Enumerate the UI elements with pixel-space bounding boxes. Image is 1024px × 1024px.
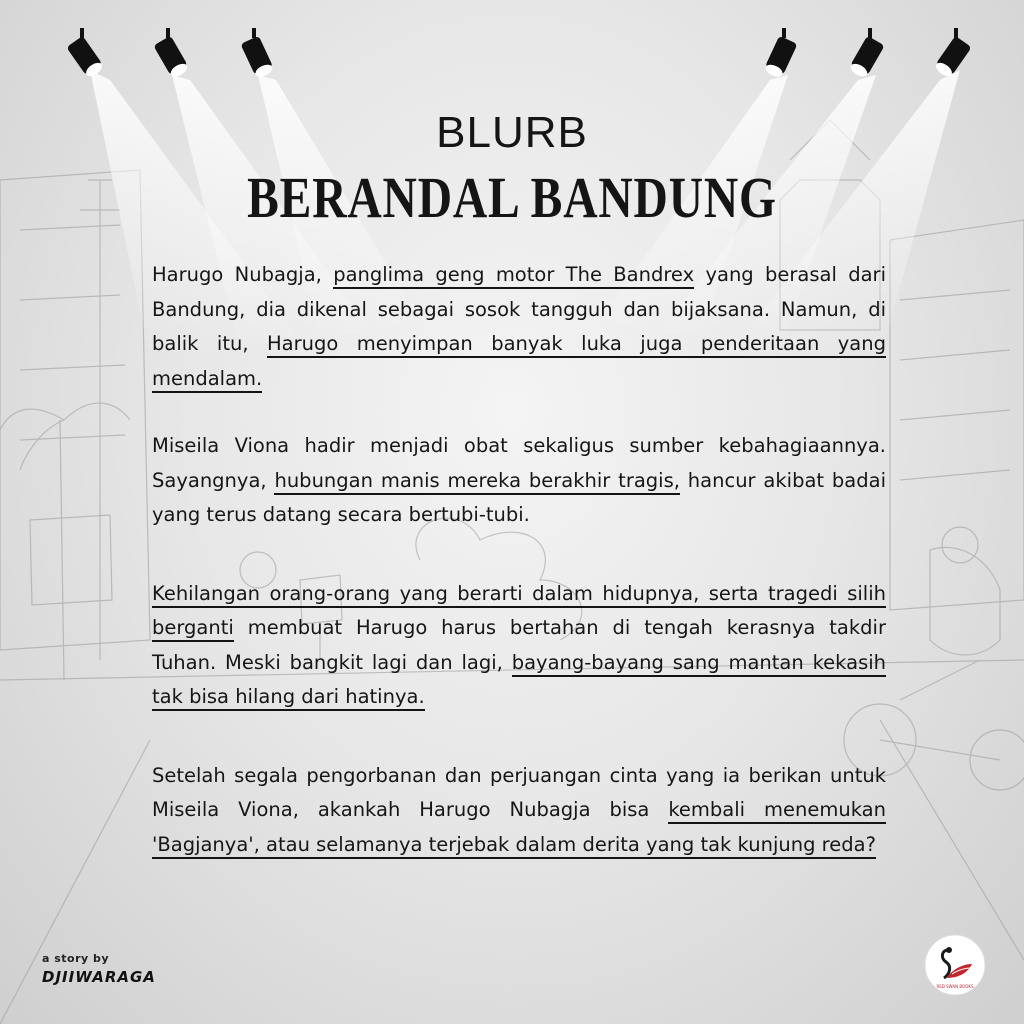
spotlight-icon <box>66 28 106 82</box>
paragraph-text: Harugo Nubagja, <box>152 263 334 286</box>
underlined-text: hubungan manis mereka berakhir tragis, <box>274 469 679 495</box>
paragraph-text: Miseila Viona hadir menjadi obat sekaligus sumber kebahagiaannya. Sayangnya, <box>152 434 886 492</box>
underlined-text: panglima geng motor The Bandrex <box>333 263 694 289</box>
spotlight-icon <box>846 28 886 82</box>
blurb-paragraph <box>152 577 886 715</box>
paragraph-text: Setelah segala pengorbanan dan perjuangan cinta yang ia berikan untuk Miseila Viona, akankah Harugo Nubagja bisa <box>152 763 886 821</box>
spotlight-icon <box>152 28 192 82</box>
spotlight-icon <box>238 28 278 82</box>
blurb-paragraph <box>152 759 886 863</box>
paragraph-text: yang berasal dari Bandung, dia dikenal sebagai sosok tangguh dan bijaksana. Namun, di balik itu, <box>152 263 886 355</box>
underlined-text: bayang-bayang sang mantan kekasih tak bisa hilang dari hatinya. <box>152 651 886 712</box>
underlined-text: Harugo menyimpan banyak luka juga penderitaan yang mendalam. <box>152 332 886 393</box>
book-title: BERANDAL BANDUNG <box>247 165 777 230</box>
paragraph-text: membuat Harugo harus bertahan di tengah kerasnya takdir Tuhan. Meski bangkit lagi dan lagi, <box>152 616 886 674</box>
spotlight-icon <box>760 28 800 82</box>
blurb-paragraph <box>152 429 886 533</box>
blurb-paragraph <box>152 258 886 396</box>
swan-logo-icon <box>924 934 986 996</box>
author-name: DJIIWARAGA <box>42 968 156 986</box>
spotlight-icon <box>932 28 972 82</box>
underlined-text: kembali menemukan 'Bagjanya', atau selamanya terjebak dalam derita yang tak kunjung reda? <box>152 798 886 859</box>
logo-text: RED SWAN BOOKS <box>936 984 974 989</box>
paragraph-text: hancur akibat badai yang terus datang secara bertubi-tubi. <box>152 468 886 526</box>
blurb-label: BLURB <box>436 108 588 157</box>
credit-prefix: a story by <box>42 952 110 965</box>
underlined-text: Kehilangan orang-orang yang berarti dalam hidupnya, serta tragedi silih berganti <box>152 582 886 643</box>
blurb-body <box>152 258 886 895</box>
